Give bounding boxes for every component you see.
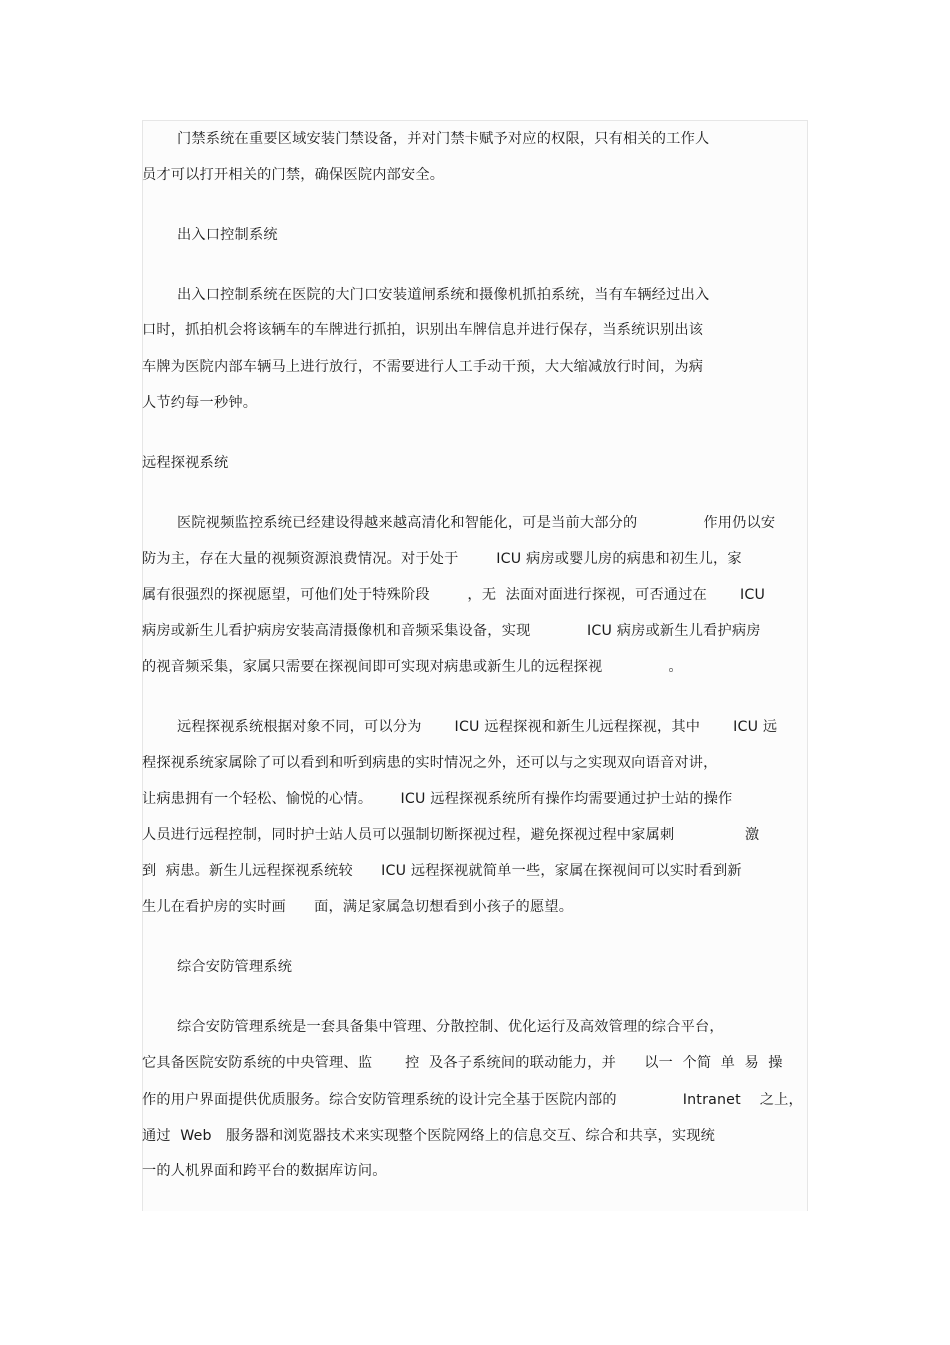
paragraph-line: 口时，抓拍机会将该辆车的车牌进行抓拍，识别出车牌信息并进行保存，当系统识别出该 bbox=[142, 322, 704, 338]
paragraph-line: 员才可以打开相关的门禁，确保医院内部安全。 bbox=[142, 167, 445, 183]
paragraph-line: 它具备医院安防系统的中央管理、监 控 及各子系统间的联动能力，并 以一 个简 单 易 操 bbox=[142, 1055, 783, 1071]
paragraph-line: 通过 Web 服务器和浏览器技术来实现整个医院网络上的信息交互、综合和共享，实现统 bbox=[142, 1128, 716, 1144]
section-heading: 综合安防管理系统 bbox=[177, 959, 293, 975]
section-heading: 远程探视系统 bbox=[142, 455, 229, 471]
paragraph-line: 的视音频采集，家属只需要在探视间即可实现对病患或新生儿的远程探视 。 bbox=[142, 659, 683, 675]
paragraph-line: 生儿在看护房的实时画 面，满足家属急切想看到小孩子的愿望。 bbox=[142, 899, 574, 915]
paragraph-line: 医院视频监控系统已经建设得越来越高清化和智能化，可是当前大部分的 作用仍以安 bbox=[177, 515, 776, 531]
paragraph-line: 病房或新生儿看护病房安装高清摄像机和音频采集设备，实现 ICU 病房或新生儿看护病房 bbox=[142, 623, 761, 639]
paragraph-line: 属有很强烈的探视愿望，可他们处于特殊阶段 ，无 法面对面进行探视，可否通过在 ICU bbox=[142, 587, 766, 603]
paragraph-line: 一的人机界面和跨平台的数据库访问。 bbox=[142, 1163, 387, 1179]
paragraph-line: 出入口控制系统在医院的大门口安装道闸系统和摄像机抓拍系统，当有车辆经过出入 bbox=[177, 287, 710, 303]
paragraph-line: 远程探视系统根据对象不同，可以分为 ICU 远程探视和新生儿远程探视，其中 ICU 远 bbox=[177, 719, 778, 735]
paragraph-line: 作的用户界面提供优质服务。综合安防管理系统的设计完全基于医院内部的 Intranet 之上， bbox=[142, 1092, 803, 1108]
paragraph-line: 程探视系统家属除了可以看到和听到病患的实时情况之外，还可以与之实现双向语音对讲， bbox=[142, 755, 718, 771]
paragraph-line: 综合安防管理系统是一套具备集中管理、分散控制、优化运行及高效管理的综合平台， bbox=[177, 1019, 724, 1035]
paragraph-line: 防为主，存在大量的视频资源浪费情况。对于处于 ICU 病房或婴儿房的病患和初生儿，家 bbox=[142, 551, 742, 567]
paragraph-line: 人节约每一秒钟。 bbox=[142, 395, 258, 411]
paragraph-line: 车牌为医院内部车辆马上进行放行，不需要进行人工手动干预，大大缩减放行时间，为病 bbox=[142, 359, 704, 375]
paragraph-line: 门禁系统在重要区域安装门禁设备，并对门禁卡赋予对应的权限，只有相关的工作人 bbox=[177, 131, 710, 147]
paragraph-line: 让病患拥有一个轻松、愉悦的心情。 ICU 远程探视系统所有操作均需要通过护士站的操作 bbox=[142, 791, 733, 807]
paragraph-line: 到 病患。新生儿远程探视系统较 ICU 远程探视就简单一些，家属在探视间可以实时看到新 bbox=[142, 863, 742, 879]
paragraph-line: 人员进行远程控制，同时护士站人员可以强制切断探视过程，避免探视过程中家属刺 激 bbox=[142, 827, 760, 843]
section-heading: 出入口控制系统 bbox=[177, 227, 278, 243]
